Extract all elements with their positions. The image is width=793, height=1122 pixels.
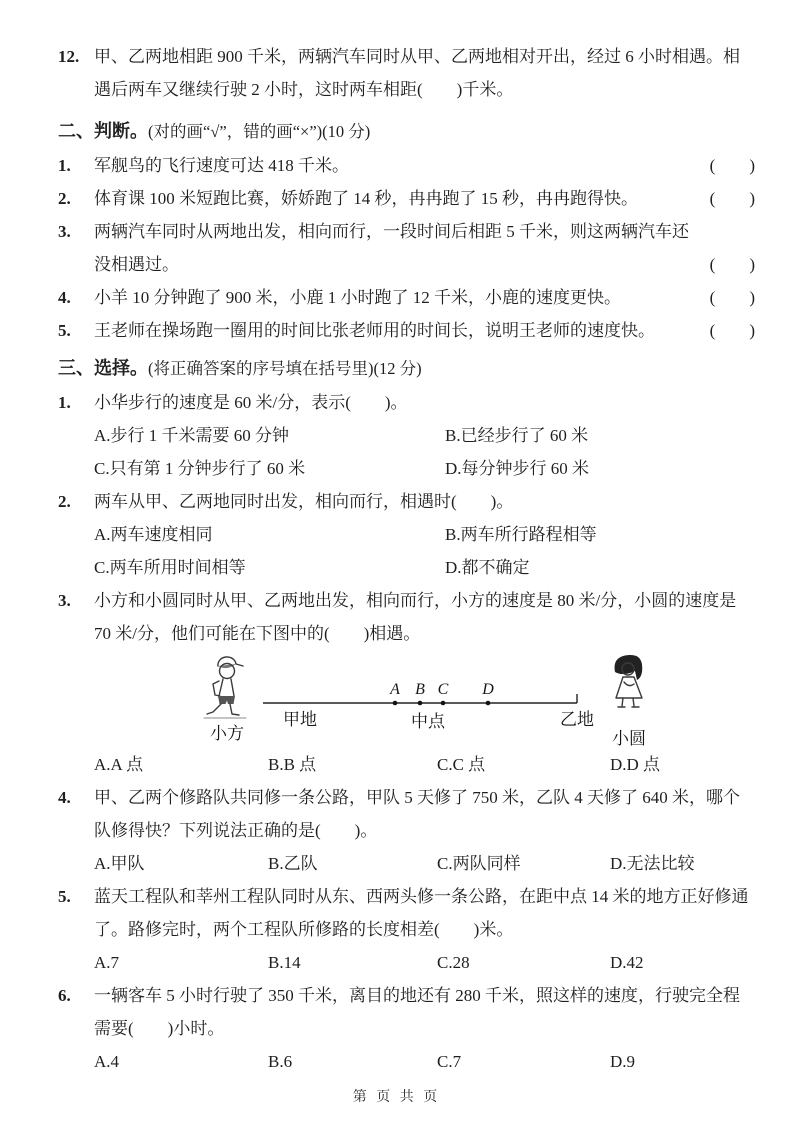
option-a: A.7 — [94, 953, 120, 972]
option-c: C.两车所用时间相等 — [94, 558, 246, 577]
answer-bracket: ( ) — [709, 321, 755, 340]
option-c: C.C 点 — [437, 755, 486, 774]
place-label-yi: 乙地 — [560, 710, 594, 729]
question-number: 1. — [58, 156, 71, 175]
option-d: D.无法比较 — [610, 854, 695, 873]
question-number: 2. — [58, 189, 71, 208]
answer-bracket: ( ) — [709, 189, 755, 208]
option-c: C.28 — [437, 953, 470, 972]
choice-question-3 — [58, 584, 755, 781]
option-a: A.两车速度相同 — [94, 525, 213, 544]
question-text: 甲、乙两地相距 900 千米，两辆汽车同时从甲、乙两地相对开出，经过 6 小时相遇。相遇后两车又继续行驶 2 小时，这时两车相距( )千米。 — [94, 47, 740, 99]
person-label-xiaoyuan: 小圆 — [612, 729, 646, 748]
boy-illustration — [204, 657, 246, 718]
footer-page-number: 第 页 共 页 — [352, 1090, 441, 1105]
question-number: 4. — [58, 288, 71, 307]
option-b: B.已经步行了 60 米 — [445, 426, 589, 445]
girl-illustration — [615, 655, 643, 707]
point-dot-b — [418, 701, 423, 706]
option-b: B.6 — [268, 1052, 293, 1071]
person-label-xiaofang: 小方 — [210, 724, 244, 743]
midpoint-label: 中点 — [411, 712, 445, 731]
judge-item-3 — [58, 215, 755, 281]
option-d: D.42 — [610, 953, 644, 972]
option-d: D.D 点 — [610, 755, 661, 774]
options-row — [94, 1045, 755, 1078]
option-d: D.9 — [610, 1052, 636, 1071]
point-dot-d — [486, 701, 491, 706]
point-dot-a — [393, 701, 398, 706]
option-c: C.只有第 1 分钟步行了 60 米 — [94, 459, 306, 478]
question-text: 蓝天工程队和莘州工程队同时从东、西两头修一条公路，在距中点 14 米的地方正好修通了。路修完时，两个工程队所修路的长度相差( )米。 — [94, 887, 749, 939]
question-number: 2. — [58, 492, 71, 511]
answer-bracket: ( ) — [709, 156, 755, 175]
options-row — [94, 847, 755, 880]
question-number: 6. — [58, 986, 71, 1005]
point-dot-c — [441, 701, 446, 706]
option-b: B.B 点 — [268, 755, 317, 774]
choice-question-5 — [58, 880, 755, 979]
option-d: D.每分钟步行 60 米 — [445, 459, 590, 478]
option-c: C.两队同样 — [437, 854, 521, 873]
option-b: B.14 — [268, 953, 301, 972]
choice-section-heading — [58, 351, 755, 386]
question-text: 一辆客车 5 小时行驶了 350 千米，离目的地还有 280 千米，照这样的速度，行驶完全程需要( )小时。 — [94, 986, 740, 1038]
option-b: B.两车所行路程相等 — [445, 525, 597, 544]
judge-section-title: 二、判断。 — [58, 121, 148, 141]
judge-section-note: (对的画“√”，错的画“×”)(10 分) — [148, 122, 371, 141]
option-c: C.7 — [437, 1052, 462, 1071]
place-label-jia: 甲地 — [283, 710, 317, 729]
judge-item-text: 体育课 100 米短跑比赛，娇娇跑了 14 秒，冉冉跑了 15 秒，冉冉跑得快。 — [94, 189, 638, 208]
question-text: 小方和小圆同时从甲、乙两地出发，相向而行，小方的速度是 80 米/分，小圆的速度是 70 米/分，他们可能在下图中的( )相遇。 — [94, 591, 737, 643]
choice-section-title: 三、选择。 — [58, 358, 148, 378]
question-text: 甲、乙两个修路队共同修一条公路，甲队 5 天修了 750 米，乙队 4 天修了 640 米，哪个队修得快？下列说法正确的是( )。 — [94, 788, 740, 840]
answer-bracket: ( ) — [709, 288, 755, 307]
question-number: 3. — [58, 222, 71, 241]
judge-item-text: 两辆汽车同时从两地出发，相向而行，一段时间后相距 5 千米，则这两辆汽车还没相遇过。 — [94, 222, 689, 274]
question-number: 5. — [58, 887, 71, 906]
point-label-b: B — [415, 681, 425, 698]
point-label-c: C — [437, 681, 449, 698]
question-text: 两车从甲、乙两地同时出发，相向而行，相遇时( )。 — [94, 492, 514, 511]
option-a: A.步行 1 千米需要 60 分钟 — [94, 426, 290, 445]
options-row — [94, 518, 755, 584]
choice-question-1 — [58, 386, 755, 485]
answer-bracket: ( ) — [709, 255, 755, 274]
choice-question-2 — [58, 485, 755, 584]
question-text: 小华步行的速度是 60 米/分，表示( )。 — [94, 393, 408, 412]
option-a: A.A 点 — [94, 755, 144, 774]
judge-item-1 — [58, 149, 755, 182]
options-row — [94, 946, 755, 979]
option-a: A.4 — [94, 1052, 120, 1071]
judge-item-4 — [58, 281, 755, 314]
question-12 — [58, 40, 755, 106]
judge-item-text: 小羊 10 分钟跑了 900 米，小鹿 1 小时跑了 12 千米，小鹿的速度更快。 — [94, 288, 621, 307]
option-a: A.甲队 — [94, 854, 145, 873]
point-label-a: A — [390, 681, 400, 698]
choice-question-4 — [58, 781, 755, 880]
option-d: D.都不确定 — [445, 558, 530, 577]
option-b: B.乙队 — [268, 854, 318, 873]
judge-item-2 — [58, 182, 755, 215]
question-number: 1. — [58, 393, 71, 412]
question-number: 5. — [58, 321, 71, 340]
options-row — [94, 419, 755, 485]
meeting-diagram — [94, 652, 755, 748]
options-row — [94, 748, 755, 781]
judge-item-5 — [58, 314, 755, 347]
judge-item-text: 军舰鸟的飞行速度可达 418 千米。 — [94, 156, 349, 175]
point-label-d: D — [482, 681, 494, 698]
choice-question-6 — [58, 979, 755, 1078]
choice-section-note: (将正确答案的序号填在括号里)(12 分) — [148, 359, 422, 378]
question-number: 3. — [58, 591, 71, 610]
question-number: 4. — [58, 788, 71, 807]
judge-item-text: 王老师在操场跑一圈用的时间比张老师用的时间长，说明王老师的速度快。 — [94, 321, 655, 340]
question-number: 12. — [58, 47, 80, 66]
judge-section-heading — [58, 114, 755, 149]
